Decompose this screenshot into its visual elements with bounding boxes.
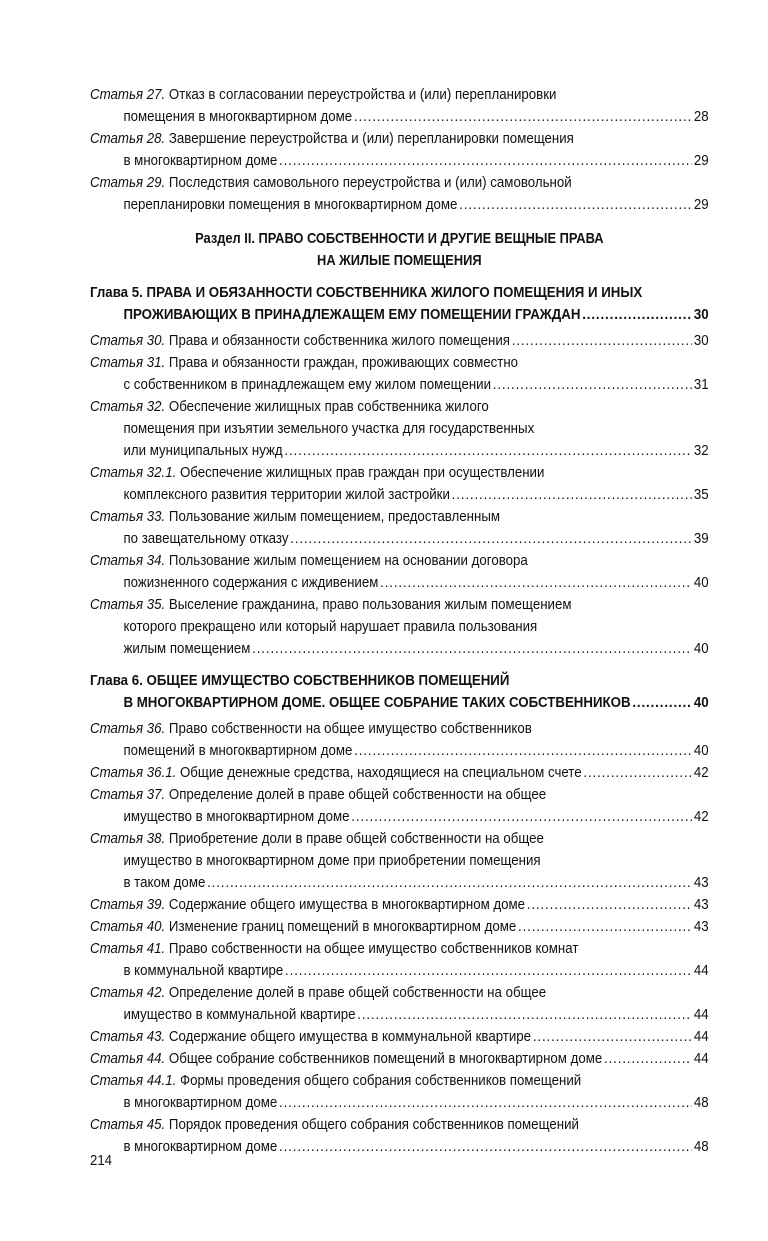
page-ref: 35 [693,486,709,503]
page-ref: 44 [693,1050,709,1067]
toc-entry [90,506,709,550]
article-label: Статья 30. [90,332,166,349]
article-label: Статья 44. [90,1050,166,1067]
toc-entry [90,894,709,916]
toc-entry-line [90,938,709,960]
article-label: Статья 41. [90,940,166,957]
toc-entry [90,982,709,1026]
page-ref: 43 [693,918,709,935]
toc-entry-text [123,420,534,437]
article-title-text: комплексного развития территории жилой застройки [123,486,450,503]
toc-entry-line [90,128,709,150]
article-title-text: в таком доме [123,874,206,891]
toc-entry-line [90,330,709,352]
dot-leader [279,1092,692,1114]
toc-entry-text [90,1048,602,1070]
toc-entry-text [90,552,528,569]
article-title-text: имущество в многоквартирном доме при приобретении помещения [123,852,541,869]
toc-entry [90,916,709,938]
article-title-text: Общие денежные средства, находящиеся на специальном счете [179,764,582,781]
toc-entry-text [123,740,352,762]
article-title-text: Определение долей в праве общей собственности на общее [168,984,547,1001]
toc-entry-line [90,594,709,616]
toc-entry [90,128,709,172]
toc-entry [90,828,709,894]
dot-leader [279,1136,692,1158]
toc-entry [90,396,709,462]
toc-entry-text [90,1072,581,1089]
page-ref: 40 [693,694,709,711]
dot-leader [207,872,692,894]
article-title-text: имущество в многоквартирном доме [123,808,350,825]
toc-entry-line [90,872,709,894]
toc-entry-line [90,84,709,106]
toc-entry-line [90,982,709,1004]
dot-leader [351,806,692,828]
dot-leader [380,572,692,594]
toc-entry-line [90,1092,709,1114]
dot-leader [290,528,692,550]
chapter-heading-line: Глава 5. ПРАВА И ОБЯЗАННОСТИ СОБСТВЕННИКА ЖИЛОГО ПОМЕЩЕНИЯ И ИНЫХ [90,284,643,301]
page-ref: 32 [693,442,709,459]
toc-entry-text [123,528,288,550]
article-title-text: или муниципальных нужд [123,442,283,459]
toc-entry-text [90,720,532,737]
article-title-text: Завершение переустройства и (или) перепланировки помещения [168,130,574,147]
toc-entry [90,172,709,216]
page-ref: 40 [693,640,709,657]
article-label: Статья 40. [90,918,166,935]
article-title-text: с собственником в принадлежащем ему жилом помещении [123,376,492,393]
toc-entry-text [90,354,518,371]
chapter-heading-line: Глава 6. ОБЩЕЕ ИМУЩЕСТВО СОБСТВЕННИКОВ ПОМЕЩЕНИЙ [90,672,510,689]
toc-entry [90,938,709,982]
dot-leader [279,150,692,172]
toc-entry-text [90,830,544,847]
dot-leader [518,916,692,938]
toc-entry [90,1048,709,1070]
toc-entry-text [123,374,491,396]
article-title-text: Последствия самовольного переустройства и (или) самовольной [168,174,572,191]
dot-leader [582,304,692,326]
article-title-text: в коммунальной квартире [123,962,284,979]
article-label: Статья 28. [90,130,166,147]
toc-entry-line [90,462,709,484]
page-ref: 42 [693,764,709,781]
toc-entry-line [90,828,709,850]
article-title-text: по завещательному отказу [123,530,289,547]
page-ref: 44 [693,1006,709,1023]
toc-group-chapter-4-tail [90,84,709,216]
toc-entry-line [90,718,709,740]
dot-leader [452,484,692,506]
toc-entry-text [90,1026,531,1048]
toc-entry-line [90,528,709,550]
dot-leader [284,440,692,462]
toc-entry-text [90,130,574,147]
section-heading [90,228,709,272]
article-title-text: пожизненного содержания с иждивением [123,574,379,591]
toc-group-chapter-6 [90,718,709,1158]
toc-entry-line [90,740,709,762]
toc-group-chapter-5 [90,330,709,660]
page-ref: 48 [693,1138,709,1155]
page-ref: 39 [693,530,709,547]
article-title-text: Пользование жилым помещением, предоставленным [168,508,501,525]
dot-leader [354,740,692,762]
article-label: Статья 35. [90,596,166,613]
toc-entry-line [90,106,709,128]
dot-leader [632,692,692,714]
article-title-text: помещений в многоквартирном доме [123,742,353,759]
article-label: Статья 37. [90,786,166,803]
toc-entry-line [90,1070,709,1092]
dot-leader [583,762,692,784]
page-ref: 40 [693,742,709,759]
toc-entry-line [90,806,709,828]
toc-entry [90,784,709,828]
toc-entry-line [90,762,709,784]
article-title-text: Отказ в согласовании переустройства и (или) перепланировки [168,86,557,103]
chapter-heading-text: ПРОЖИВАЮЩИХ В ПРИНАДЛЕЖАЩЕМ ЕМУ ПОМЕЩЕНИИ ГРАЖДАН [123,306,581,323]
toc-entry-line [90,572,709,594]
article-title-text: жилым помещением [123,640,251,657]
article-label: Статья 38. [90,830,166,847]
toc-entry-text [123,806,349,828]
page-ref: 31 [693,376,709,393]
dot-leader [604,1048,692,1070]
article-label: Статья 42. [90,984,166,1001]
article-title-text: которого прекращено или который нарушает правила пользования [123,618,538,635]
toc-entry [90,550,709,594]
article-title-text: Содержание общего имущества в коммунальной квартире [168,1028,532,1045]
toc-entry-text [123,150,277,172]
table-of-contents [90,84,709,1158]
page-number: 214 [90,1152,113,1169]
article-title-text: Право собственности на общее имущество собственников комнат [168,940,579,957]
article-label: Статья 33. [90,508,166,525]
article-label: Статья 27. [90,86,166,103]
chapter-heading-line [90,304,709,326]
toc-entry-text [90,508,500,525]
article-label: Статья 45. [90,1116,166,1133]
toc-entry-text [90,174,572,191]
dot-leader [354,106,692,128]
toc-entry-text [123,638,250,660]
toc-entry-text [123,194,457,216]
page-ref: 42 [693,808,709,825]
toc-entry-text [90,916,516,938]
toc-entry [90,1114,709,1158]
toc-entry-line [90,916,709,938]
toc-entry-line [90,194,709,216]
dot-leader [493,374,692,396]
toc-entry-line [90,1004,709,1026]
toc-entry-text [123,872,205,894]
article-label: Статья 43. [90,1028,166,1045]
toc-entry-line [90,1114,709,1136]
toc-entry [90,352,709,396]
toc-entry-text [123,106,352,128]
toc-entry-text [123,572,378,594]
article-title-text: Права и обязанности собственника жилого помещения [168,332,510,349]
article-title-text: Пользование жилым помещением на основании договора [168,552,528,569]
chapter-heading-text: В МНОГОКВАРТИРНОМ ДОМЕ. ОБЩЕЕ СОБРАНИЕ ТАКИХ СОБСТВЕННИКОВ [123,694,631,711]
article-label: Статья 32.1. [90,464,177,481]
article-title-text: Общее собрание собственников помещений в многоквартирном доме [168,1050,603,1067]
toc-entry [90,1026,709,1048]
article-label: Статья 31. [90,354,166,371]
toc-entry-line [90,172,709,194]
toc-entry-text [90,894,525,916]
page-ref: 28 [693,108,709,125]
toc-entry-line [90,1026,709,1048]
article-title-text: в многоквартирном доме [123,1138,278,1155]
toc-entry-text [90,762,582,784]
article-title-text: в многоквартирном доме [123,152,278,169]
toc-entry-text [123,960,283,982]
article-title-text: Права и обязанности граждан, проживающих совместно [168,354,519,371]
article-title-text: помещения при изъятии земельного участка для государственных [123,420,535,437]
dot-leader [512,330,692,352]
article-title-text: Выселение гражданина, право пользования жилым помещением [168,596,572,613]
toc-entry-text [90,1116,579,1133]
toc-entry [90,462,709,506]
toc-entry [90,330,709,352]
toc-entry-text [90,786,546,803]
toc-entry-line [90,550,709,572]
article-title-text: Приобретение доли в праве общей собственности на общее [168,830,544,847]
toc-entry [90,762,709,784]
toc-entry-line [90,418,709,440]
chapter-6-heading [90,670,709,714]
dot-leader [533,1026,692,1048]
dot-leader [252,638,692,660]
toc-entry-line [90,960,709,982]
toc-entry-text [90,464,544,481]
toc-entry-text [123,440,282,462]
toc-entry-line [90,484,709,506]
toc-entry-text [123,484,449,506]
chapter-heading-line [90,692,709,714]
toc-entry [90,1070,709,1114]
toc-entry-text [90,398,489,415]
article-label: Статья 29. [90,174,166,191]
chapter-5-heading [90,282,709,326]
article-title-text: перепланировки помещения в многоквартирном доме [123,196,458,213]
article-label: Статья 36.1. [90,764,177,781]
toc-entry-line [90,1136,709,1158]
dot-leader [459,194,692,216]
article-title-text: Формы проведения общего собрания собственников помещений [179,1072,582,1089]
toc-entry-text [123,1136,277,1158]
toc-entry [90,84,709,128]
article-title-text: в многоквартирном доме [123,1094,278,1111]
toc-entry-text [90,940,578,957]
article-title-text: Порядок проведения общего собрания собственников помещений [168,1116,579,1133]
toc-entry-text [123,618,537,635]
page-ref: 44 [693,962,709,979]
section-heading-line: Раздел II. ПРАВО СОБСТВЕННОСТИ И ДРУГИЕ ВЕЩНЫЕ ПРАВА [195,231,604,247]
dot-leader [527,894,692,916]
toc-entry-line [90,374,709,396]
toc-entry-line [90,352,709,374]
article-label: Статья 32. [90,398,166,415]
page-ref: 40 [693,574,709,591]
toc-entry-text [90,330,510,352]
toc-entry-text [123,1004,355,1026]
page-ref: 43 [693,874,709,891]
article-label: Статья 39. [90,896,166,913]
article-title-text: Определение долей в праве общей собственности на общее [168,786,547,803]
page-ref: 44 [693,1028,709,1045]
article-title-text: Изменение границ помещений в многоквартирном доме [168,918,517,935]
toc-entry-text [123,852,540,869]
toc-entry-text [123,1092,277,1114]
toc-entry [90,718,709,762]
toc-entry-text [90,86,556,103]
page-ref: 29 [693,196,709,213]
toc-entry-line [90,784,709,806]
article-title-text: Право собственности на общее имущество собственников [168,720,532,737]
article-title-text: имущество в коммунальной квартире [123,1006,356,1023]
toc-entry-line [90,396,709,418]
article-title-text: Обеспечение жилищных прав граждан при осуществлении [179,464,545,481]
page-ref: 29 [693,152,709,169]
article-label: Статья 44.1. [90,1072,177,1089]
page-ref: 30 [693,306,709,323]
toc-entry-line [90,850,709,872]
article-title-text: помещения в многоквартирном доме [123,108,353,125]
toc-entry-line [90,506,709,528]
toc-entry-line [90,894,709,916]
article-label: Статья 36. [90,720,166,737]
section-heading-line: НА ЖИЛЫЕ ПОМЕЩЕНИЯ [317,253,482,269]
page-ref: 43 [693,896,709,913]
page-ref: 48 [693,1094,709,1111]
dot-leader [285,960,692,982]
toc-entry-line [90,150,709,172]
article-title-text: Содержание общего имущества в многоквартирном доме [168,896,526,913]
toc-entry-text [90,596,571,613]
toc-entry-line [90,638,709,660]
toc-entry-line [90,616,709,638]
toc-entry [90,594,709,660]
toc-entry-line [90,1048,709,1070]
article-title-text: Обеспечение жилищных прав собственника жилого [168,398,489,415]
toc-entry-text [90,984,546,1001]
dot-leader [357,1004,692,1026]
article-label: Статья 34. [90,552,166,569]
toc-entry-line [90,440,709,462]
page-ref: 30 [693,332,709,349]
